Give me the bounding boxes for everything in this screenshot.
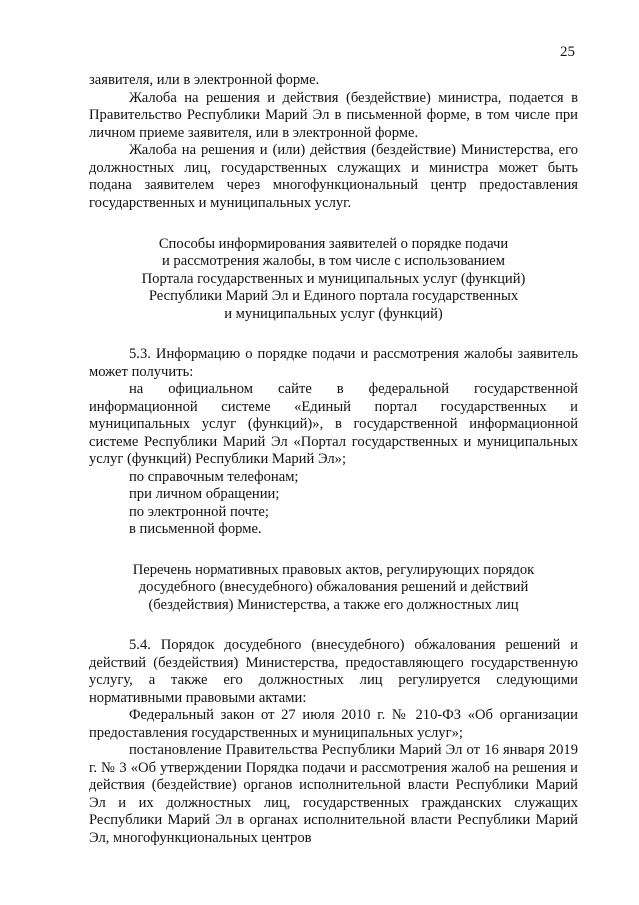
- section-heading: [89, 562, 578, 615]
- paragraph: Жалоба на решения и действия (бездействие) министра, подается в Правительство Республики Марий Эл в письменной форме, в том числе при личном приеме заявителя, или в электронной форме.: [89, 89, 578, 141]
- list-item: по справочным телефонам;: [129, 468, 299, 485]
- spacer: [89, 614, 578, 637]
- heading-line: Способы информирования заявителей о порядке подачи: [158, 235, 509, 252]
- document-body: [89, 72, 578, 847]
- heading-line: (бездействия) Министерства, а также его должностных лиц: [148, 596, 519, 613]
- paragraph: заявителя, или в электронной форме.: [89, 72, 320, 88]
- heading-line: Перечень нормативных правовых актов, регулирующих порядок: [132, 561, 535, 578]
- heading-line: и муниципальных услуг (функций): [224, 305, 443, 322]
- page-number: 25: [560, 44, 575, 60]
- paragraph: Жалоба на решения и (или) действия (бездействие) Министерства, его должностных лиц, государственных служащих и министра может быть подана заявителем через многофункциональный центр предоставления государственных и муниципальных услуг.: [89, 142, 578, 211]
- list-item: по электронной почте;: [129, 503, 269, 520]
- heading-line: Портала государственных и муниципальных услуг (функций): [141, 270, 526, 287]
- spacer: [89, 212, 578, 230]
- paragraph: 5.4. Порядок досудебного (внесудебного) обжалования решений и действий (бездействия) Министерства, предоставляющего государственную услугу, а также его должностных лиц регулируется следующими нормативными правовыми актами:: [89, 637, 578, 706]
- list-item: при личном обращении;: [129, 486, 280, 502]
- heading-line: Республики Марий Эл и Единого портала государственных: [148, 288, 519, 304]
- spacer: [89, 323, 578, 346]
- heading-line: досудебного (внесудебного) обжалования решений и действий: [138, 579, 529, 595]
- heading-line: и рассмотрения жалобы, в том числе с использованием: [161, 253, 506, 269]
- paragraph: Федеральный закон от 27 июля 2010 г. № 210-ФЗ «Об организации предоставления государственных и муниципальных услуг»;: [89, 707, 578, 741]
- paragraph: на официальном сайте в федеральной государственной информационной системе «Единый портал государственных и муниципальных услуг (функций)», в государственной информационной системе Республики Марий Эл «Портал государственных и муниципальных услуг (функций) Республики Марий Эл»;: [89, 381, 578, 467]
- list-item: в письменной форме.: [129, 521, 262, 537]
- section-heading: [89, 236, 578, 324]
- paragraph: постановление Правительства Республики Марий Эл от 16 января 2019 г. № 3 «Об утверждении Порядка подачи и рассмотрения жалоб на решения и действия (бездействие) органов исполнительной власти Республики Марий Эл и их должностных лиц, государственных гражданских служащих Республики Марий Эл в органах исполнительной власти Республики Марий Эл, многофункциональных центров: [89, 742, 578, 846]
- paragraph: 5.3. Информацию о порядке подачи и рассмотрения жалобы заявитель может получить:: [89, 346, 578, 380]
- spacer: [89, 539, 578, 562]
